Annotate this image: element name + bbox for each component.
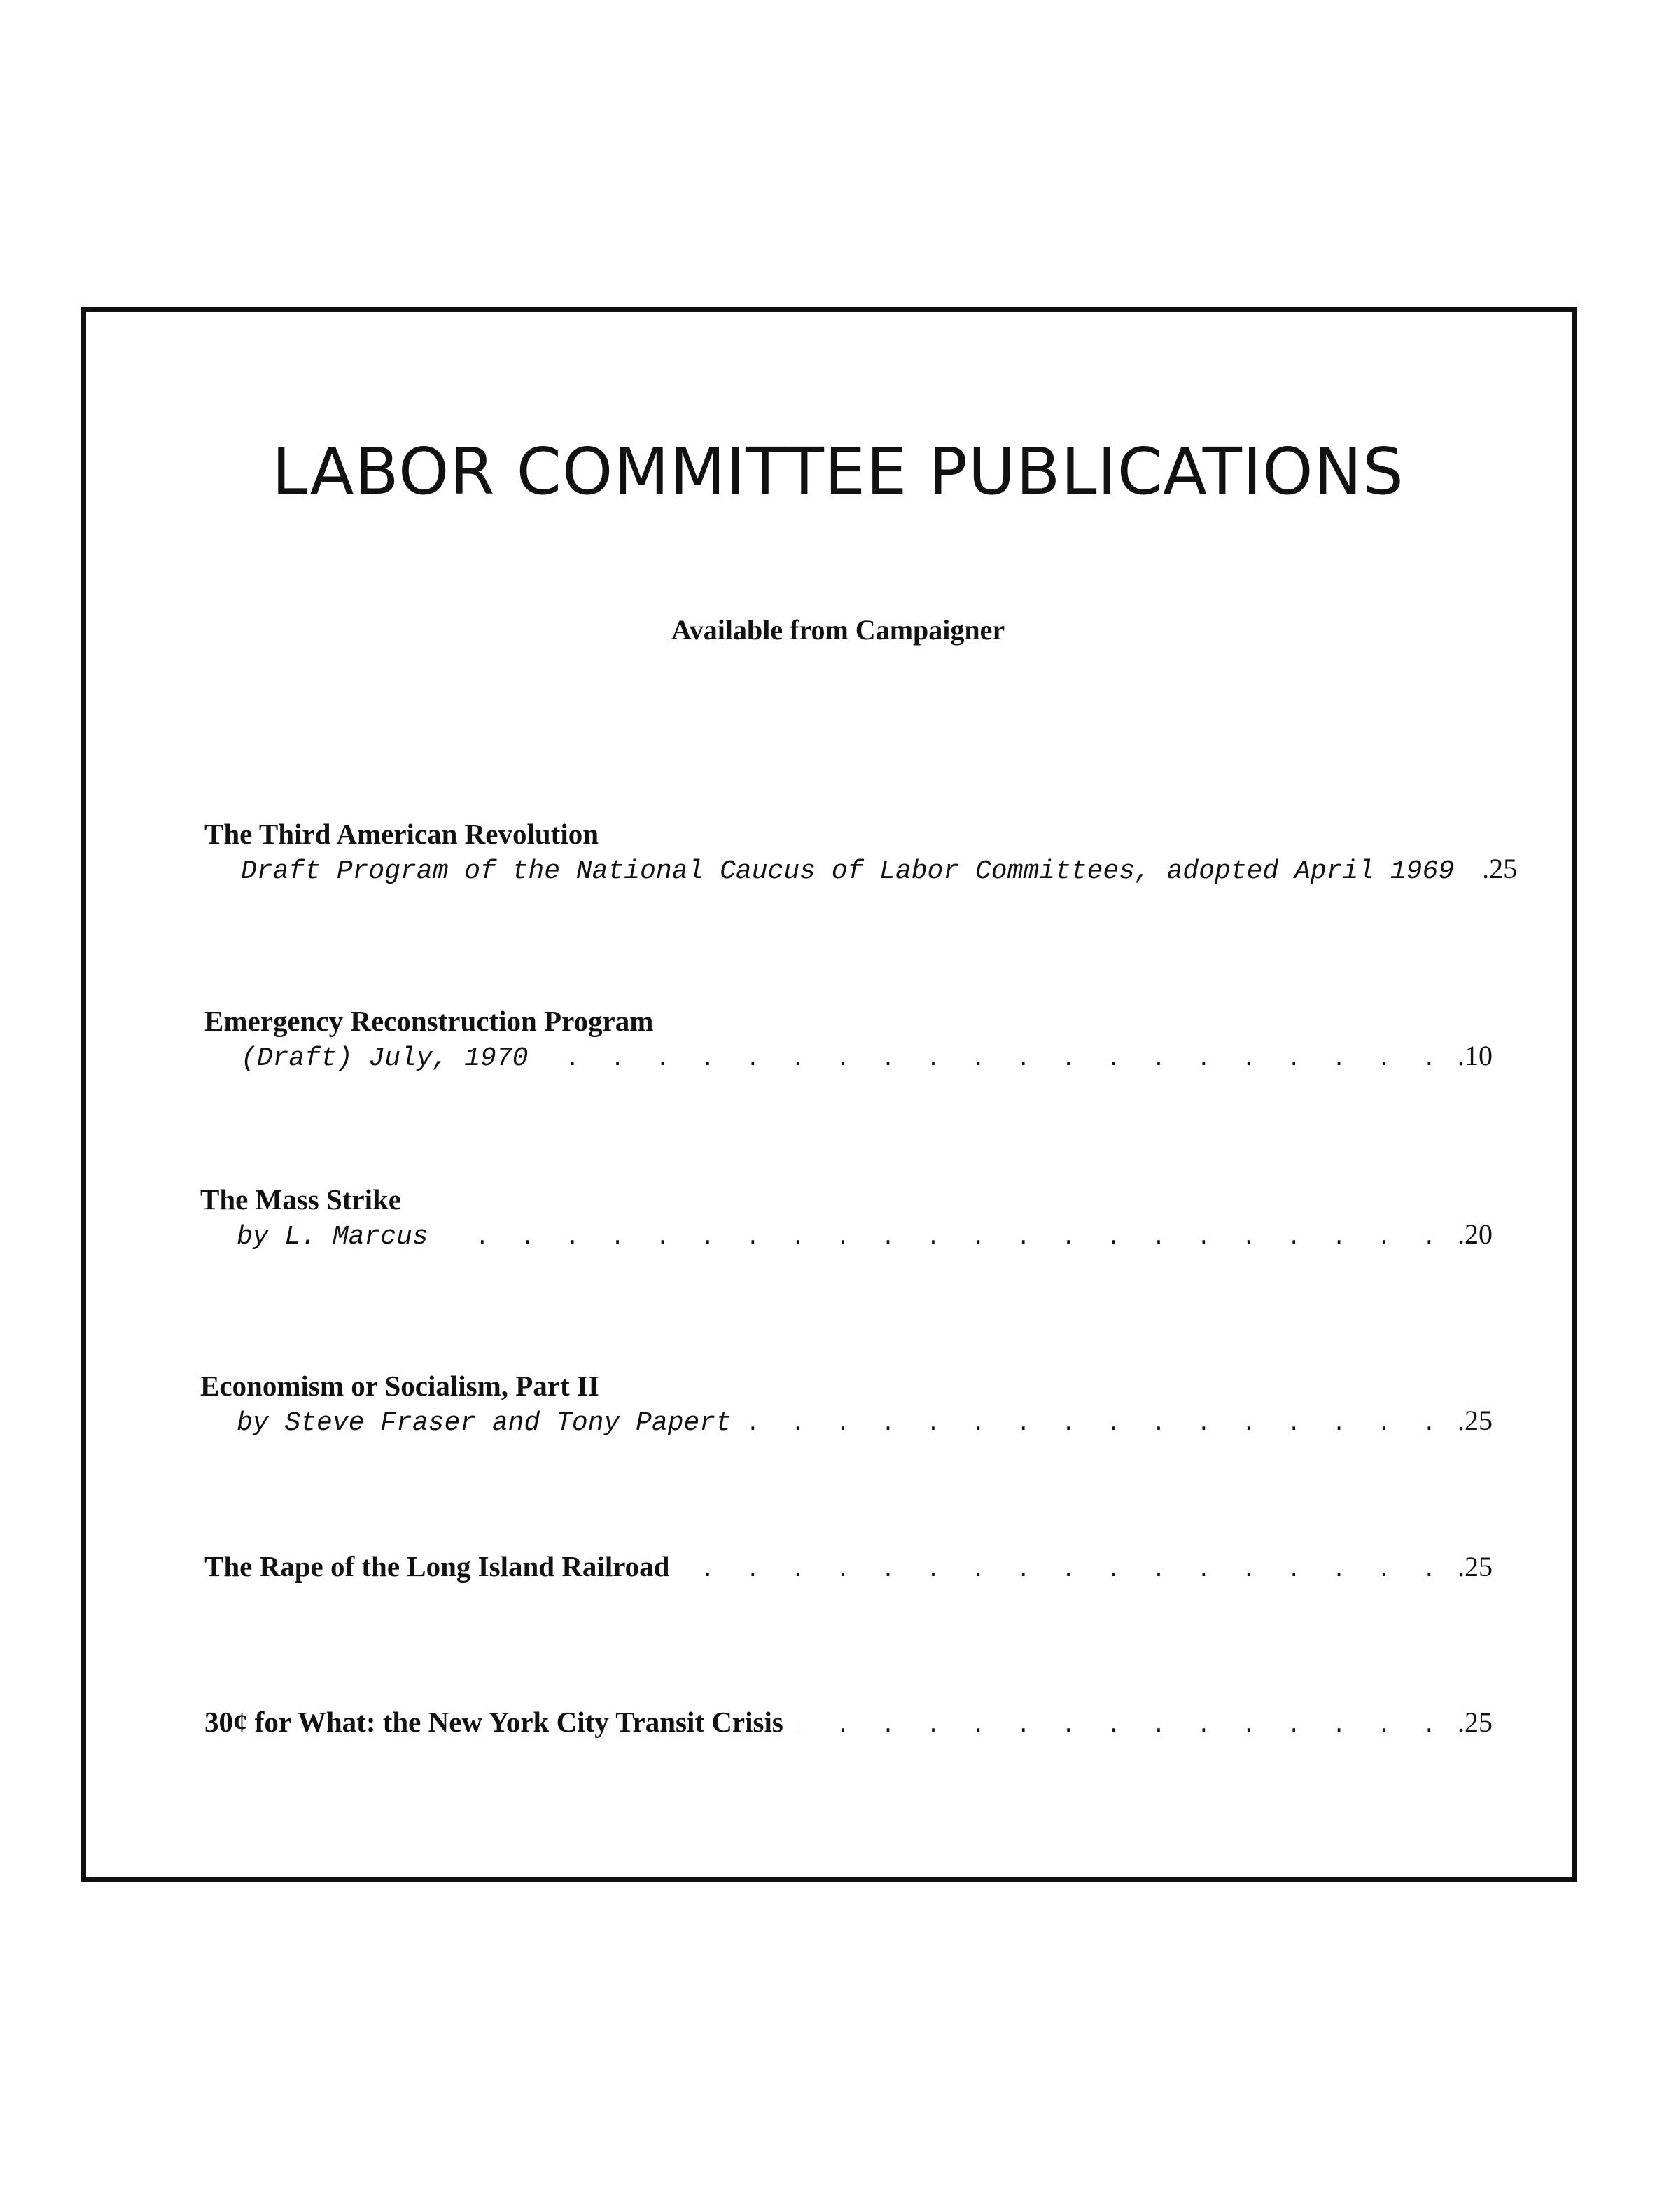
dot-leader [444,1220,1445,1255]
publication-entry [204,816,1518,890]
publication-detail-row [200,1403,1493,1442]
publication-detail-row [204,1704,1493,1744]
publication-subtitle: by Steve Fraser and Tony Papert [237,1408,732,1438]
publication-title: The Rape of the Long Island Railroad [204,1550,670,1583]
publication-entry [204,1549,1493,1588]
publication-title: 30¢ for What: the New York City Transit Crisis [204,1706,783,1738]
publications-border-box [81,307,1577,1882]
publication-subtitle: Draft Program of the National Caucus of Labor Committees, adopted April 1969 [241,856,1455,886]
page-subtitle: Available from Campaigner [671,614,1005,646]
publication-detail-row [204,1038,1493,1077]
publication-price: .10 [1458,1040,1493,1071]
publication-price: .25 [1482,853,1518,884]
dot-leader [543,1042,1445,1077]
page-title: LABOR COMMITTEE PUBLICATIONS [272,434,1404,509]
publication-entry [204,1003,1493,1077]
publication-entry [200,1368,1493,1442]
publication-subtitle: (Draft) July, 1970 [241,1043,529,1073]
publication-entry [204,1704,1493,1744]
publication-detail-row [204,851,1518,890]
publication-title: Emergency Reconstruction Program [204,1005,654,1037]
publication-detail-row [204,1549,1493,1588]
publication-price: .25 [1458,1706,1493,1738]
publication-price: .25 [1458,1405,1493,1436]
publication-title: The Mass Strike [200,1183,401,1216]
publication-entry [200,1182,1493,1255]
dot-leader [747,1407,1445,1442]
publication-price: .25 [1458,1551,1493,1583]
publication-title: The Third American Revolution [204,818,599,850]
publication-price: .20 [1458,1218,1493,1250]
publication-title: Economism or Socialism, Part II [200,1370,599,1402]
dot-leader [685,1553,1445,1588]
publication-detail-row [200,1217,1493,1255]
dot-leader [799,1709,1445,1744]
publication-subtitle: by L. Marcus [237,1222,428,1252]
